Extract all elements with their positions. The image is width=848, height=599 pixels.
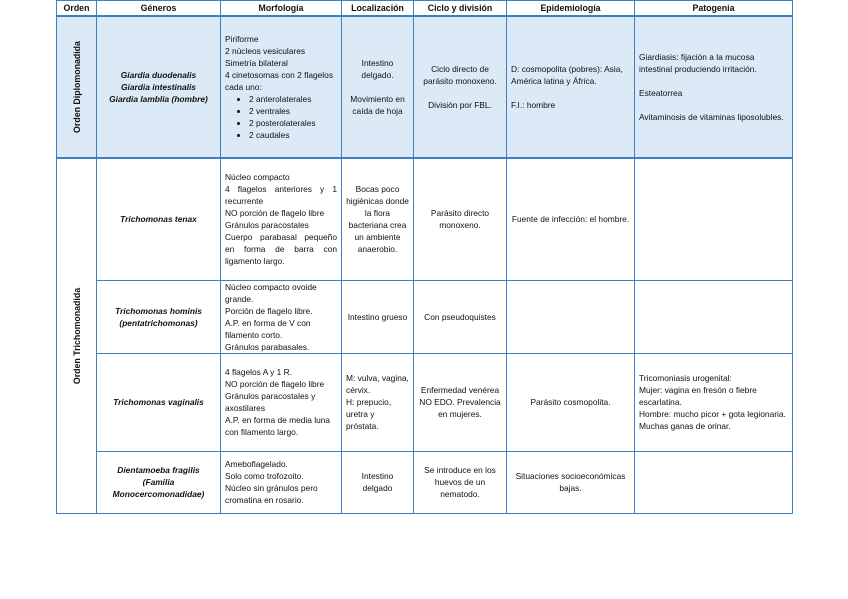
cycle-text: Con pseudoquistes (424, 311, 496, 322)
pathogenesis-cell (635, 353, 793, 451)
genus-cell (97, 280, 221, 353)
list-item: • 2 posterolaterales (249, 117, 337, 129)
header-ciclo: Ciclo y división (414, 1, 507, 17)
list-item: • 2 caudales (249, 129, 337, 141)
genus-cell (97, 158, 221, 280)
table-row-hominis (57, 280, 793, 353)
epi-text: F.I.: hombre (511, 100, 556, 110)
genus-family: (Familia Monocercomonadidae) (112, 477, 205, 499)
header-row (57, 1, 793, 17)
header-generos: Géneros (97, 1, 221, 17)
path-text: Mujer: vagina en fresón o fiebre escarlatina. (639, 385, 757, 407)
table-row-vaginalis (57, 353, 793, 451)
morph-line: 4 flagelos anteriores y 1 recurrente (225, 184, 337, 207)
list-item: • 2 ventrales (249, 105, 337, 117)
morph-line: Cuerpo parabasal pequeño en forma de barra con ligamento largo. (225, 232, 337, 267)
cycle-cell (414, 16, 507, 158)
epi-text: Parásito cosmopolita. (530, 397, 611, 407)
path-text: Avitaminosis de vitaminas liposolubles. (639, 112, 784, 122)
pathogenesis-cell (635, 16, 793, 158)
morph-line: 4 cinetosomas con 2 flagelos cada uno: (225, 70, 334, 92)
genus-cell (97, 16, 221, 158)
epidemiology-cell (507, 280, 635, 353)
morph-line: Núcleo compacto (225, 172, 290, 183)
pathogenesis-cell (635, 280, 793, 353)
path-text: Tricomoniasis urogenital: (639, 373, 732, 383)
morph-line: NO porción de flagelo libre (225, 208, 325, 219)
table-row-giardia (57, 16, 793, 158)
location-cell (342, 353, 414, 451)
header-patogenia: Patogenia (635, 1, 793, 17)
location-cell (342, 16, 414, 158)
path-text: Esteatorrea (639, 88, 683, 98)
cycle-cell (414, 158, 507, 280)
location-text: Movimiento en caída de hoja (350, 94, 405, 116)
epidemiology-cell (507, 16, 635, 158)
morph-line: Gránulos parabasales. (225, 341, 310, 352)
cycle-text: Se introduce en los huevos de un nematodo. (424, 465, 496, 499)
cycle-text: División por FBL. (428, 100, 492, 110)
cycle-text: Parásito directo monoxeno. (430, 208, 490, 231)
order-label-diplomonadida: Orden Diplomonadida (71, 41, 82, 133)
morph-line: Solo como trofozoito. (225, 471, 304, 481)
morph-line: Simetría bilateral (225, 58, 288, 68)
location-text: M: vulva, vagina, cérvix. (346, 373, 409, 395)
cycle-text: Enfermedad venérea NO EDO. Prevalencia en mujeres. (419, 385, 501, 419)
morph-line: NO porción de flagelo libre (225, 379, 325, 389)
header-localizacion: Localización (342, 1, 414, 17)
location-text: Intestino grueso (347, 311, 408, 322)
morph-line: Gránulos paracostales (225, 220, 309, 231)
genus-cell (97, 451, 221, 513)
parasite-table (56, 0, 793, 514)
header-epidemiologia: Epidemiología (507, 1, 635, 17)
morph-line: Porción de flagelo libre. (225, 305, 313, 316)
path-text: Muchas ganas de orinar. (639, 421, 731, 431)
table-row-tenax (57, 158, 793, 280)
epi-text: Situaciones socioeconómicas bajas. (515, 471, 626, 493)
order-cell-diplomonadida (57, 16, 97, 158)
table-row-dientamoeba (57, 451, 793, 513)
order-label-trichomonadida: Orden Trichomonadida (71, 287, 82, 384)
epi-text: D: cosmopolita (pobres): Asia, América latina y África. (511, 64, 623, 86)
genus-name: Giardia lamblia (hombre) (109, 94, 208, 104)
morphology-cell (221, 451, 342, 513)
header-morfologia: Morfología (221, 1, 342, 17)
morph-line: Ameboflagelado. (225, 459, 288, 469)
morphology-cell (221, 280, 342, 353)
morph-line: A.P. en forma de media luna con filamento largo. (225, 415, 331, 437)
morphology-cell (221, 158, 342, 280)
cycle-cell (414, 451, 507, 513)
cycle-cell (414, 353, 507, 451)
morphology-cell (221, 353, 342, 451)
morph-line: 4 flagelos A y 1 R. (225, 367, 293, 377)
morph-line: Núcleo sin gránulos pero cromatina en rosario. (225, 483, 318, 505)
location-cell (342, 451, 414, 513)
cycle-text: Ciclo directo de parásito monoxeno. (423, 64, 497, 86)
genus-name: Trichomonas hominis (pentatrichomonas) (115, 305, 202, 328)
genus-name: Giardia duodenalis (120, 70, 197, 80)
header-orden: Orden (57, 1, 97, 17)
pathogenesis-cell (635, 158, 793, 280)
epidemiology-cell (507, 158, 635, 280)
morph-line: 2 núcleos vesiculares (225, 46, 306, 56)
genus-name: Dientamoeba fragilis (117, 465, 200, 475)
epidemiology-cell (507, 451, 635, 513)
epidemiology-cell (507, 353, 635, 451)
genus-name: Trichomonas tenax (120, 214, 197, 225)
flagella-list (225, 93, 337, 141)
morphology-cell (221, 16, 342, 158)
path-text: Hombre: mucho picor + gota legionaria. (639, 409, 786, 419)
epi-text: Fuente de infección: el hombre. (511, 214, 630, 225)
location-text: Intestino delgado (361, 471, 394, 493)
list-item: • 2 anterolaterales (249, 93, 337, 105)
path-text: Giardiasis: fijación a la mucosa intestinal produciendo irritación. (639, 52, 757, 74)
cycle-cell (414, 280, 507, 353)
genus-name: Giardia intestinalis (121, 82, 196, 92)
morph-line: Gránulos paracostales y axostilares (225, 391, 316, 413)
pathogenesis-cell (635, 451, 793, 513)
morph-line: A.P. en forma de V con filamento corto. (225, 317, 311, 340)
location-text: Bocas poco higiénicas donde la flora bacteriana crea un ambiente anaerobio. (346, 184, 409, 255)
location-cell (342, 280, 414, 353)
genus-name: Trichomonas vaginalis (113, 397, 204, 407)
location-text: H: prepucio, uretra y próstata. (346, 397, 392, 431)
morph-line: Piriforme (225, 34, 259, 44)
genus-cell (97, 353, 221, 451)
location-cell (342, 158, 414, 280)
order-cell-trichomonadida (57, 158, 97, 513)
location-text: Intestino delgado. (361, 58, 394, 80)
morph-line: Núcleo compacto ovoide grande. (225, 281, 317, 304)
